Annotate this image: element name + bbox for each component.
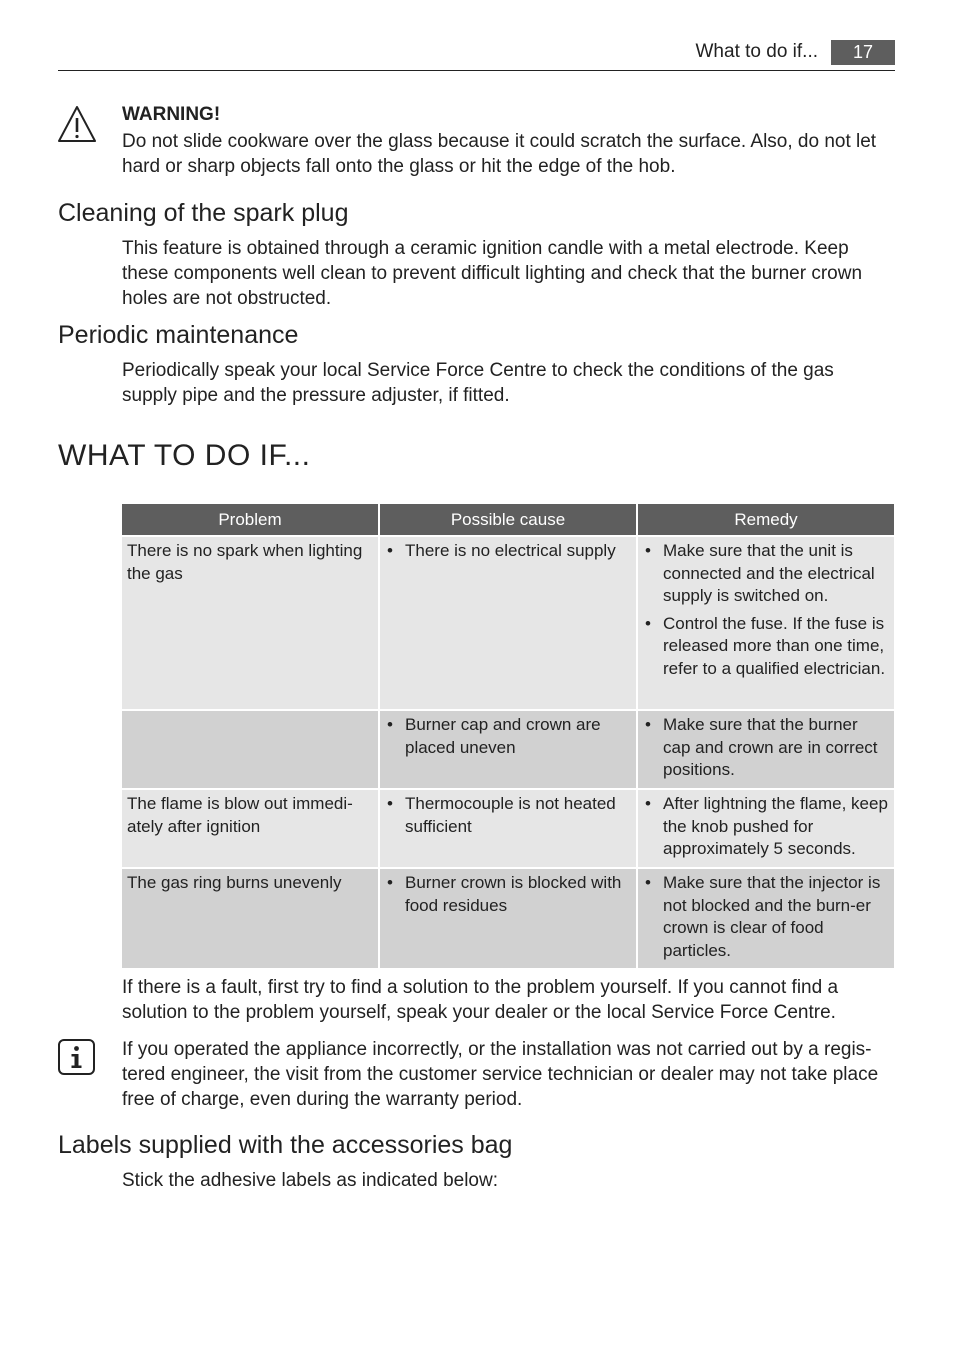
cause-text: Burner crown is blocked with food residues: [405, 873, 622, 915]
info-text: If you operated the appliance incorrectly, or the installation was not carried out by a regis-tered engineer, the visit from the customer service technician or dealer may not take place free of charge, even during the warranty period.: [122, 1039, 879, 1110]
column-header-cause: Possible cause: [380, 504, 636, 535]
cause-cell: [380, 537, 636, 709]
page-number: 17: [831, 40, 895, 65]
list-item: [643, 714, 889, 782]
problem-cell: There is no spark when lighting the gas: [122, 537, 378, 709]
remedy-cell: [638, 537, 894, 709]
table-row: [122, 790, 894, 867]
maintenance-text: Periodically speak your local Service Force Centre to check the conditions of the gas supply pipe and the pressure adjuster, if fitted.: [122, 360, 834, 406]
column-header-remedy: Remedy: [638, 504, 894, 535]
table-header: [122, 504, 894, 535]
list-item: [643, 872, 889, 962]
remedy-cell: [638, 790, 894, 867]
spark-plug-text: This feature is obtained through a ceramic ignition candle with a metal electrode. Keep these components well clean to prevent difficult lighting and check that the burner crown holes are not obstructed.: [122, 238, 863, 309]
problem-cell: The gas ring burns unevenly: [122, 869, 378, 968]
bullet-glyph: •: [645, 613, 651, 633]
list-item: [385, 872, 631, 917]
bullet-glyph: •: [645, 873, 651, 892]
cause-text: Burner cap and crown are placed uneven: [405, 715, 601, 757]
remedy-text: Make sure that the burner cap and crown are in correct positions.: [663, 715, 878, 779]
list-item: [385, 714, 631, 759]
cause-text: There is no electrical supply: [405, 541, 616, 560]
warning-text: Do not slide cookware over the glass because it could scratch the surface. Also, do not let hard or sharp objects fall onto the glass or hit the edge of the hob.: [122, 131, 877, 177]
remedy-text: Control the fuse. If the fuse is released more than one time, refer to a qualified electrician.: [663, 613, 886, 678]
bullet-glyph: •: [645, 541, 651, 560]
remedy-text: Make sure that the injector is not blocked and the burn-er crown is clear of food particles.: [663, 873, 881, 960]
troubleshooting-table: [122, 504, 894, 970]
cause-cell: [380, 711, 636, 788]
bullet-glyph: •: [645, 794, 651, 813]
warning-title: WARNING!: [122, 104, 221, 125]
table-row: [122, 537, 894, 709]
labels-heading: Labels supplied with the accessories bag: [58, 1131, 513, 1159]
column-header-problem: Problem: [122, 504, 378, 535]
bullet-glyph: •: [387, 794, 393, 813]
cause-text: Thermocouple is not heated sufficient: [405, 794, 616, 836]
list-item: [643, 613, 889, 681]
bullet-glyph: •: [387, 873, 393, 892]
list-item: [385, 793, 631, 838]
info-icon: [58, 1039, 95, 1075]
header-divider: [58, 70, 895, 71]
labels-text: Stick the adhesive labels as indicated below:: [122, 1170, 499, 1191]
bullet-glyph: •: [645, 715, 651, 734]
list-item: [643, 793, 889, 861]
what-to-do-heading: WHAT TO DO IF...: [58, 439, 311, 472]
table-row: [122, 869, 894, 968]
cause-cell: [380, 869, 636, 968]
warning-triangle-icon: [56, 104, 98, 144]
bullet-glyph: •: [387, 715, 393, 734]
cause-cell: [380, 790, 636, 867]
list-item: [643, 540, 889, 608]
remedy-text: Make sure that the unit is connected and the electrical supply is switched on.: [663, 541, 875, 605]
table-row: [122, 711, 894, 788]
remedy-cell: [638, 869, 894, 968]
fault-text: If there is a fault, first try to find a solution to the problem yourself. If you cannot find a solution to the problem yourself, speak your dealer or the local Service Force Centre.: [122, 977, 839, 1023]
spark-plug-heading: Cleaning of the spark plug: [58, 199, 349, 227]
problem-cell: [122, 711, 378, 788]
running-header: What to do if...: [695, 41, 818, 62]
remedy-text: After lightning the flame, keep the knob pushed for approximately 5 seconds.: [663, 794, 888, 858]
bullet-glyph: •: [387, 541, 393, 560]
remedy-cell: [638, 711, 894, 788]
problem-cell: The flame is blow out immedi-ately after ignition: [122, 790, 378, 867]
list-item: [385, 540, 631, 563]
maintenance-heading: Periodic maintenance: [58, 321, 299, 349]
